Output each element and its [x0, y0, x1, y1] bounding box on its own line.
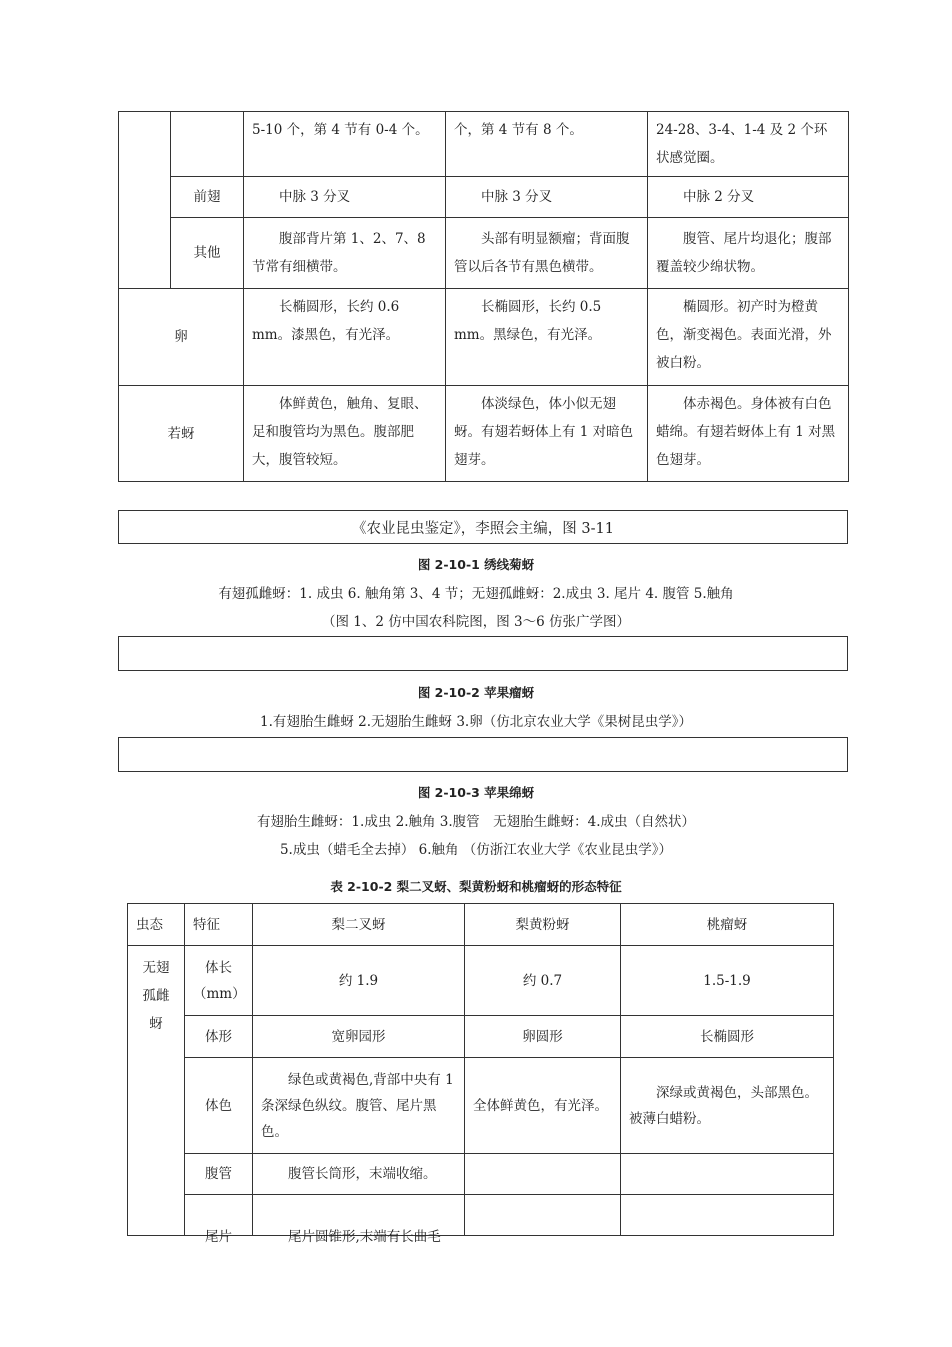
row-label: 体形	[185, 1016, 253, 1058]
table-row	[128, 1058, 834, 1154]
figure-image-placeholder	[118, 636, 848, 671]
figure-source-box	[118, 510, 848, 544]
group-cell: 无翅孤雌蚜	[128, 946, 185, 1236]
table-row	[119, 177, 849, 218]
table-cell: 体淡绿色，体小似无翅蚜。有翅若蚜体上有 1 对暗色翅芽。	[446, 386, 648, 482]
table-header-row	[128, 904, 834, 946]
row-label: 若蚜	[119, 386, 244, 482]
table-cell: 5-10 个，第 4 节有 0-4 个。	[244, 112, 446, 177]
table-cell: 长椭圆形，长约 0.6 mm。漆黑色，有光泽。	[244, 289, 446, 386]
figure-title: 图 2-10-2 苹果瘤蚜	[417, 685, 535, 700]
pear-aphid-morphology-table	[127, 903, 834, 1245]
figure-caption: 5.成虫（蜡毛全去掉） 6.触角 （仿浙江农业大学《农业昆虫学》）	[279, 842, 673, 858]
figure-caption: （图 1、2 仿中国农科院图，图 3～6 仿张广学图）	[321, 614, 631, 630]
column-header: 桃瘤蚜	[621, 904, 834, 946]
figure-caption: 有翅胎生雌蚜：1.成虫 2.触角 3.腹管 无翅胎生雌蚜：4.成虫（自然状）	[256, 814, 696, 830]
table-cell: 绿色或黄褐色,背部中央有 1 条深绿色纵纹。腹管、尾片黑色。	[253, 1058, 465, 1154]
table-row	[128, 1154, 834, 1195]
table-cell: 全体鲜黄色，有光泽。	[465, 1058, 621, 1154]
table-cell: 腹部背片第 1、2、7、8 节常有细横带。	[244, 218, 446, 289]
column-header: 梨黄粉蚜	[465, 904, 621, 946]
table-cell: 1.5-1.9	[621, 946, 834, 1016]
table-cell: 24-28、3-4、1-4 及 2 个环状感觉圈。	[648, 112, 849, 177]
figure-image-placeholder	[118, 737, 848, 772]
table-row	[119, 289, 849, 386]
table-cell: 卵圆形	[465, 1016, 621, 1058]
column-header: 虫态	[128, 904, 185, 946]
table-row	[119, 218, 849, 289]
table-cell	[621, 1195, 834, 1236]
table-cell: 约 0.7	[465, 946, 621, 1016]
figure-title: 图 2-10-1 绣线菊蚜	[417, 557, 535, 572]
table-cell: 中脉 2 分叉	[648, 177, 849, 218]
row-label: 其他	[171, 218, 244, 289]
table-cell	[465, 1154, 621, 1195]
table-cell: 体鲜黄色，触角、复眼、足和腹管均为黑色。腹部肥大，腹管较短。	[244, 386, 446, 482]
table-cell: 中脉 3 分叉	[446, 177, 648, 218]
table-caption: 表 2-10-2 梨二叉蚜、梨黄粉蚜和桃瘤蚜的形态特征	[330, 879, 622, 894]
row-label: 卵	[119, 289, 244, 386]
table-cell: 中脉 3 分叉	[244, 177, 446, 218]
row-label: 腹管	[185, 1154, 253, 1195]
table-cell: 尾片圆锥形,末端有长曲毛	[253, 1195, 465, 1236]
figure-title: 图 2-10-3 苹果绵蚜	[417, 785, 535, 800]
table-cell	[465, 1195, 621, 1236]
table-cell: 腹管长筒形，末端收缩。	[253, 1154, 465, 1195]
table-cell: 头部有明显额瘤；背面腹管以后各节有黑色横带。	[446, 218, 648, 289]
table-row	[128, 1016, 834, 1058]
table-row	[128, 946, 834, 1016]
row-label	[171, 112, 244, 177]
table-cell: 长椭圆形	[621, 1016, 834, 1058]
row-label: 尾片	[185, 1195, 253, 1236]
table-row	[119, 386, 849, 482]
table-cell	[621, 1154, 834, 1195]
table-cell: 宽卵园形	[253, 1016, 465, 1058]
table-cell: 长椭圆形，长约 0.5 mm。黑绿色，有光泽。	[446, 289, 648, 386]
column-header: 梨二叉蚜	[253, 904, 465, 946]
table-cell: 体赤褐色。身体被有白色蜡绵。有翅若蚜体上有 1 对黑色翅芽。	[648, 386, 849, 482]
aphid-morphology-table-continued	[118, 111, 849, 482]
table-cell: 腹管、尾片均退化；腹部覆盖较少绵状物。	[648, 218, 849, 289]
column-header: 特征	[185, 904, 253, 946]
table-cell: 椭圆形。初产时为橙黄色，渐变褐色。表面光滑，外被白粉。	[648, 289, 849, 386]
table-row	[128, 1195, 834, 1236]
row-label: 体色	[185, 1058, 253, 1154]
table-cell: 约 1.9	[253, 946, 465, 1016]
figure-caption: 1.有翅胎生雌蚜 2.无翅胎生雌蚜 3.卵（仿北京农业大学《果树昆虫学》）	[260, 714, 692, 730]
table-cell: 个，第 4 节有 8 个。	[446, 112, 648, 177]
row-label: 体长（mm）	[185, 946, 253, 1016]
figure-caption: 有翅孤雌蚜：1. 成虫 6. 触角第 3、4 节；无翅孤雌蚜：2.成虫 3. 尾片 4. 腹管 5.触角	[218, 586, 734, 602]
table-cell: 深绿或黄褐色，头部黑色。被薄白蜡粉。	[621, 1058, 834, 1154]
table-row	[119, 112, 849, 177]
row-label: 前翅	[171, 177, 244, 218]
group-cell	[119, 112, 171, 289]
figure-source-text: 《农业昆虫鉴定》，李照会主编，图 3-11	[352, 520, 614, 537]
